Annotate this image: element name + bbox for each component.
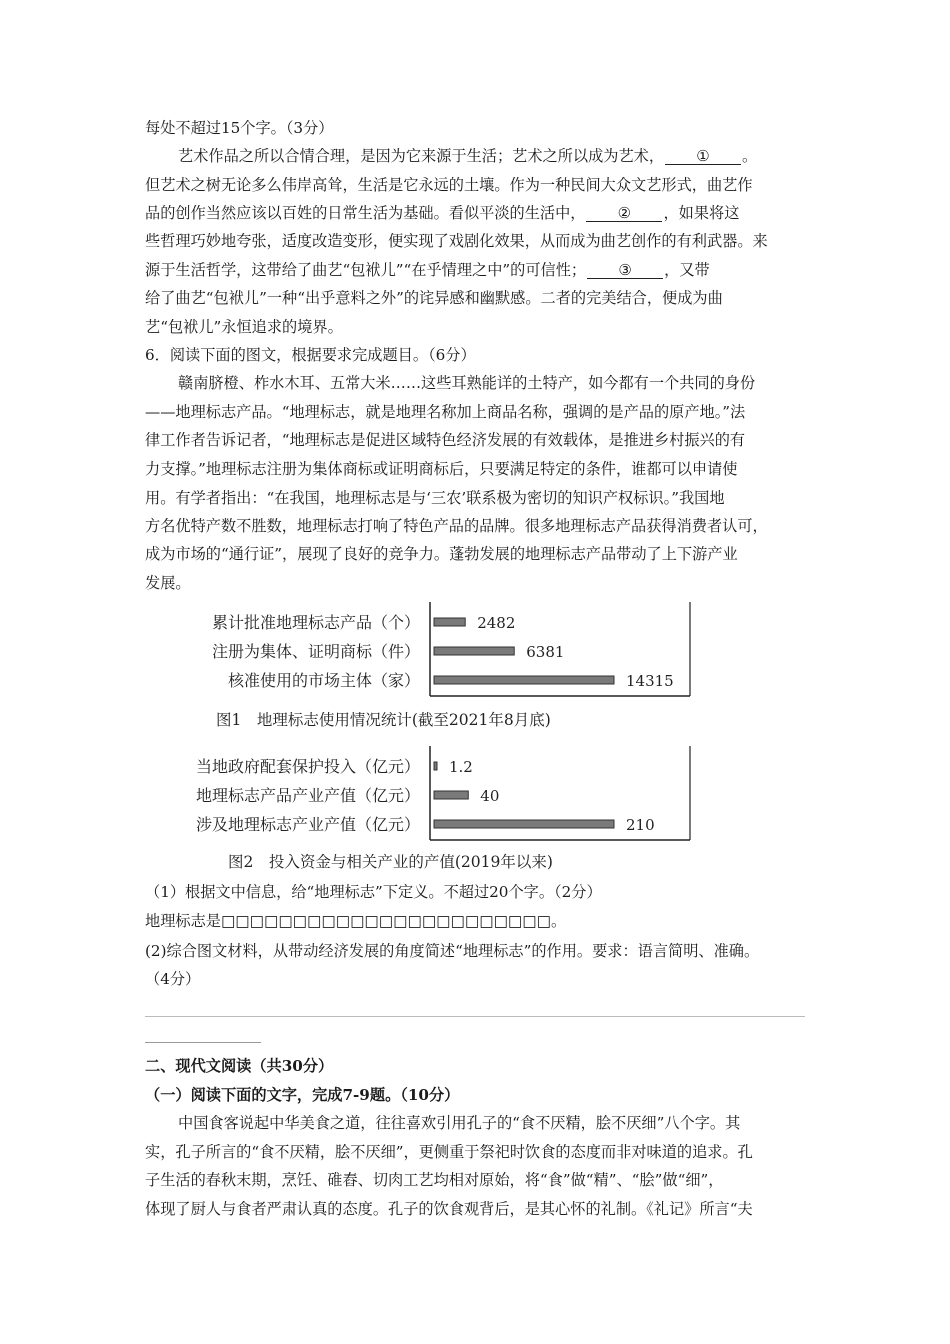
section-2-text-line: 实，孔子所言的“食不厌精，脍不厌细”，更侧重于祭祀时饮食的态度而非对味道的追求。孔 bbox=[145, 1143, 753, 1161]
chart2-value-label: 1.2 bbox=[449, 758, 473, 776]
chart2-bar bbox=[434, 762, 437, 770]
q6-text-line: 赣南脐橙、柞水木耳、五常大米……这些耳熟能详的土特产，如今都有一个共同的身份 bbox=[178, 374, 756, 392]
q6-text-line: 律工作者告诉记者，“地理标志是促进区域特色经济发展的有效载体，是推进乡村振兴的有 bbox=[145, 431, 746, 449]
chart1-category-label: 注册为集体、证明商标（件） bbox=[211, 642, 420, 661]
instruction-line: 每处不超过15个字。（3分） bbox=[145, 119, 334, 137]
figure-1-caption: 图1 地理标志使用情况统计(截至2021年8月底) bbox=[216, 711, 551, 729]
paragraph-line: 给了曲艺“包袱儿”一种“出乎意料之外”的诧异感和幽默感。二者的完美结合，便成为曲 bbox=[145, 289, 723, 307]
q6-text-line: 发展。 bbox=[145, 574, 191, 592]
divider-short bbox=[145, 1042, 261, 1043]
sub-question-1: （1）根据文中信息，给“地理标志”下定义。不超过20个字。（2分） bbox=[145, 883, 602, 901]
chart1-value-label: 2482 bbox=[477, 614, 516, 632]
paragraph-line: 艺“包袱儿”永恒追求的境界。 bbox=[145, 318, 343, 336]
section-2-text-line: 子生活的春秋末期，烹饪、碓舂、切肉工艺均相对原始，将“食”做“精”、“脍”做“细”， bbox=[145, 1171, 724, 1189]
paragraph-line: 品的创作当然应该以百姓的日常生活为基础。看似平淡的生活中， ② ，如果将这 bbox=[145, 204, 740, 222]
chart2-category-label: 当地政府配套保护投入（亿元） bbox=[195, 757, 420, 776]
figure-2-svg bbox=[150, 744, 700, 844]
section-2-subheading: （一）阅读下面的文字，完成7-9题。（10分） bbox=[145, 1086, 460, 1104]
chart1-bar bbox=[434, 676, 614, 684]
figure-1-chart bbox=[150, 600, 700, 700]
q6-text-line: 力支撑。”地理标志注册为集体商标或证明商标后，只要满足特定的条件，谁都可以申请使 bbox=[145, 460, 738, 478]
blank-3[interactable]: ③ bbox=[587, 262, 663, 279]
figure-2-chart bbox=[150, 744, 700, 844]
sub-question-2: (2)综合图文材料，从带动经济发展的角度简述“地理标志”的作用。要求：语言简明、准确。 bbox=[145, 942, 760, 960]
chart1-value-label: 14315 bbox=[626, 672, 674, 690]
chart1-category-label: 核准使用的市场主体（家） bbox=[227, 671, 420, 690]
figure-2-caption: 图2 投入资金与相关产业的产值(2019年以来) bbox=[228, 853, 553, 871]
q6-text-line: 成为市场的“通行证”，展现了良好的竞争力。蓬勃发展的地理标志产品带动了上下游产业 bbox=[145, 545, 738, 563]
section-2-text-line: 体现了厨人与食者严肃认真的态度。孔子的饮食观背后，是其心怀的礼制。《礼记》所言“夫 bbox=[145, 1200, 753, 1218]
paragraph-line: 艺术作品之所以合情合理，是因为它来源于生活；艺术之所以成为艺术， ① 。 bbox=[178, 147, 758, 165]
question-6-title: 6．阅读下面的图文，根据要求完成题目。（6分） bbox=[145, 346, 476, 364]
q6-text-line: 用。有学者指出：“在我国，地理标志是与‘三农’联系极为密切的知识产权标识。”我国地 bbox=[145, 489, 725, 507]
paragraph-line: 但艺术之树无论多么伟岸高耸，生活是它永远的土壤。作为一种民间大众文艺形式，曲艺作 bbox=[145, 176, 753, 194]
q6-text-line: ——地理标志产品。“地理标志，就是地理名称加上商品名称，强调的是产品的原产地。”法 bbox=[145, 403, 746, 421]
divider bbox=[145, 1016, 805, 1017]
paragraph-line: 源于生活哲学，这带给了曲艺“包袱儿”“在乎情理之中”的可信性； ③ ，又带 bbox=[145, 261, 710, 279]
chart1-bar bbox=[434, 647, 514, 655]
chart2-category-label: 地理标志产品产业产值（亿元） bbox=[195, 786, 420, 805]
chart2-value-label: 210 bbox=[626, 816, 655, 834]
chart1-category-label: 累计批准地理标志产品（个） bbox=[211, 613, 420, 632]
chart2-bar bbox=[434, 820, 614, 828]
sub-question-1-answer-boxes[interactable]: 地理标志是□□□□□□□□□□□□□□□□□□□□□□□。 bbox=[145, 912, 567, 930]
chart2-bar bbox=[434, 791, 468, 799]
chart1-bar bbox=[434, 618, 465, 626]
section-2-text-line: 中国食客说起中华美食之道，往往喜欢引用孔子的“食不厌精，脍不厌细”八个字。其 bbox=[178, 1114, 741, 1132]
paragraph-line: 些哲理巧妙地夸张，适度改造变形，便实现了戏剧化效果，从而成为曲艺创作的有利武器。来 bbox=[145, 232, 768, 250]
sub-question-2-score: （4分） bbox=[145, 970, 201, 988]
blank-1[interactable]: ① bbox=[665, 148, 741, 165]
section-2-heading: 二、现代文阅读（共30分） bbox=[145, 1057, 334, 1075]
chart2-value-label: 40 bbox=[480, 787, 500, 805]
q6-text-line: 方名优特产数不胜数，地理标志打响了特色产品的品牌。很多地理标志产品获得消费者认可， bbox=[145, 517, 768, 535]
figure-1-svg bbox=[150, 600, 700, 700]
chart1-value-label: 6381 bbox=[526, 643, 565, 661]
chart2-category-label: 涉及地理标志产业产值（亿元） bbox=[195, 815, 420, 834]
blank-2[interactable]: ② bbox=[586, 205, 662, 222]
